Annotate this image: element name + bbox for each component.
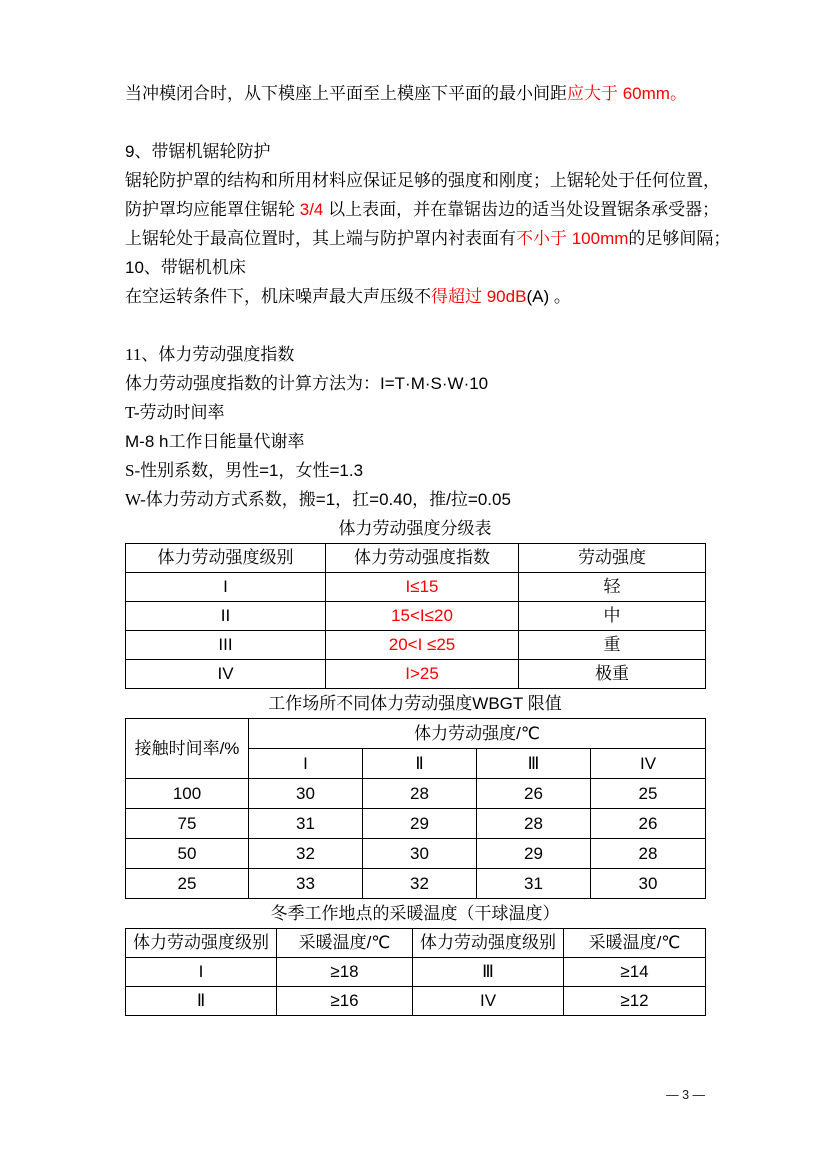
table-cell: 25 [126,869,249,899]
table-row [126,779,706,809]
column-header: 接触时间率/% [126,719,249,779]
column-header: 采暖温度/℃ [277,929,413,958]
section-number: 11、 [125,345,159,364]
blank-line [125,311,705,340]
table-cell: ≥14 [564,958,706,987]
table-winter-heating-temperature [125,928,706,1016]
highlighted-text: 应大于 60mm。 [567,84,687,103]
table-cell: ≥18 [277,958,413,987]
document-content [125,79,731,1016]
table-cell: 极重 [519,660,706,689]
table-row [126,869,706,899]
table-cell: 30 [363,839,477,869]
table-cell: 29 [363,809,477,839]
table-cell: 26 [477,779,591,809]
column-header: 体力劳动强度级别 [126,544,326,573]
table-row [126,660,706,689]
table-row [126,573,706,602]
column-header: 体力劳动强度级别 [413,929,564,958]
table-cell: 33 [249,869,363,899]
highlighted-text: 不小于 100mm [516,229,629,248]
table-cell: 50 [126,839,249,869]
table-cell: 31 [249,809,363,839]
body-text: 防护罩均应能罩住锯轮 [125,200,300,219]
page-number [125,1081,705,1110]
body-text: 劳动时间率 [139,403,225,422]
column-header: Ⅲ [477,749,591,779]
definition-s-line [125,456,705,485]
table-cell: 轻 [519,573,706,602]
table-cell: I≤15 [326,573,519,602]
table-cell: 26 [591,809,706,839]
column-header: 体力劳动强度级别 [126,929,277,958]
table-cell: 100 [126,779,249,809]
table-row [126,631,706,660]
table-cell: 29 [477,839,591,869]
table-cell: ≥12 [564,987,706,1016]
table-cell: 30 [591,869,706,899]
table-header-row [126,929,706,958]
table-cell: II [126,602,326,631]
table-cell: 25 [591,779,706,809]
table-row [126,602,706,631]
table-cell: I [126,573,326,602]
table-header-row [126,544,706,573]
column-group-header: 体力劳动强度/℃ [249,719,706,749]
table-labor-intensity-grading [125,543,706,689]
column-header: 采暖温度/℃ [564,929,706,958]
table-caption-heating: 冬季工作地点的采暖温度（干球温度） [270,904,560,923]
section-title: 体力劳动强度指数 [158,345,295,364]
body-text: 体力劳动方式系数，搬=1，扛=0.40，推/拉=0.05 [145,490,511,509]
table-cell: ≥16 [277,987,413,1016]
section-9-line-3 [125,224,731,253]
page-number-label: — 3 — [666,1088,705,1102]
section-10-heading: 10、带锯机机床 [125,258,246,277]
table-cell: IV [413,987,564,1016]
table-cell: 20<I ≤25 [326,631,519,660]
variable-prefix: S- [125,461,141,480]
table-row [126,839,706,869]
table-cell: Ⅱ [126,987,277,1016]
body-text: 以上表面，并在靠锯齿边的适当处设置锯条承受器； [323,200,720,219]
section-9-line-2 [125,195,720,224]
section-10-line-1 [125,282,705,311]
paragraph-die-closure [125,79,705,108]
table-cell: 30 [249,779,363,809]
body-text: 体力劳动强度指数的计算方法为： [125,374,380,393]
body-text: 性别系数，男性=1，女性=1.3 [140,461,364,480]
table-header-row [126,719,706,749]
variable-prefix: W- [125,490,146,509]
table-cell: 28 [477,809,591,839]
column-header: 体力劳动强度指数 [326,544,519,573]
column-header: Ⅱ [363,749,477,779]
definition-t-line [125,398,705,427]
table-caption-grading: 体力劳动强度分级表 [338,519,492,538]
column-header: 劳动强度 [519,544,706,573]
table-cell: 32 [363,869,477,899]
table-wbgt-limits [125,718,706,899]
table-cell: 28 [363,779,477,809]
table-row [126,987,706,1016]
body-text: 上锯轮处于最高位置时，其上端与防护罩内衬表面有 [125,229,516,248]
section-9-line-1: 锯轮防护罩的结构和所用材料应保证足够的强度和刚度；上锯轮处于任何位置， [125,171,720,190]
definition-w-line [125,485,705,514]
table-caption-wbgt: 工作场所不同体力劳动强度WBGT 限值 [268,694,562,713]
table-cell: 32 [249,839,363,869]
variable-prefix: T- [125,403,140,422]
column-header: IV [591,749,706,779]
table-cell: 28 [591,839,706,869]
formula-text: I=T·M·S·W·10 [380,374,489,393]
definition-m-line: M-8 h工作日能量代谢率 [125,432,305,451]
highlighted-text: 得超过 90dB [431,287,527,306]
table-cell: 31 [477,869,591,899]
formula-line [125,369,705,398]
body-text: 在空运转条件下，机床噪声最大声压级不 [125,287,431,306]
table-row [126,809,706,839]
table-cell: 75 [126,809,249,839]
table-cell: IV [126,660,326,689]
table-cell: 中 [519,602,706,631]
table-cell: 重 [519,631,706,660]
blank-line [125,108,705,137]
body-text: 的足够间隔； [628,229,731,248]
section-11-heading [125,340,705,369]
body-text: (A) 。 [526,287,571,306]
highlighted-text: 3/4 [299,200,324,219]
column-header: I [249,749,363,779]
table-cell: III [126,631,326,660]
table-row [126,958,706,987]
body-text: 当冲模闭合时，从下模座上平面至上模座下平面的最小间距 [125,84,567,103]
table-cell: Ⅲ [413,958,564,987]
section-9-heading: 9、带锯机锯轮防护 [125,142,271,161]
table-cell: I [126,958,277,987]
table-cell: I>25 [326,660,519,689]
table-cell: 15<I≤20 [326,602,519,631]
